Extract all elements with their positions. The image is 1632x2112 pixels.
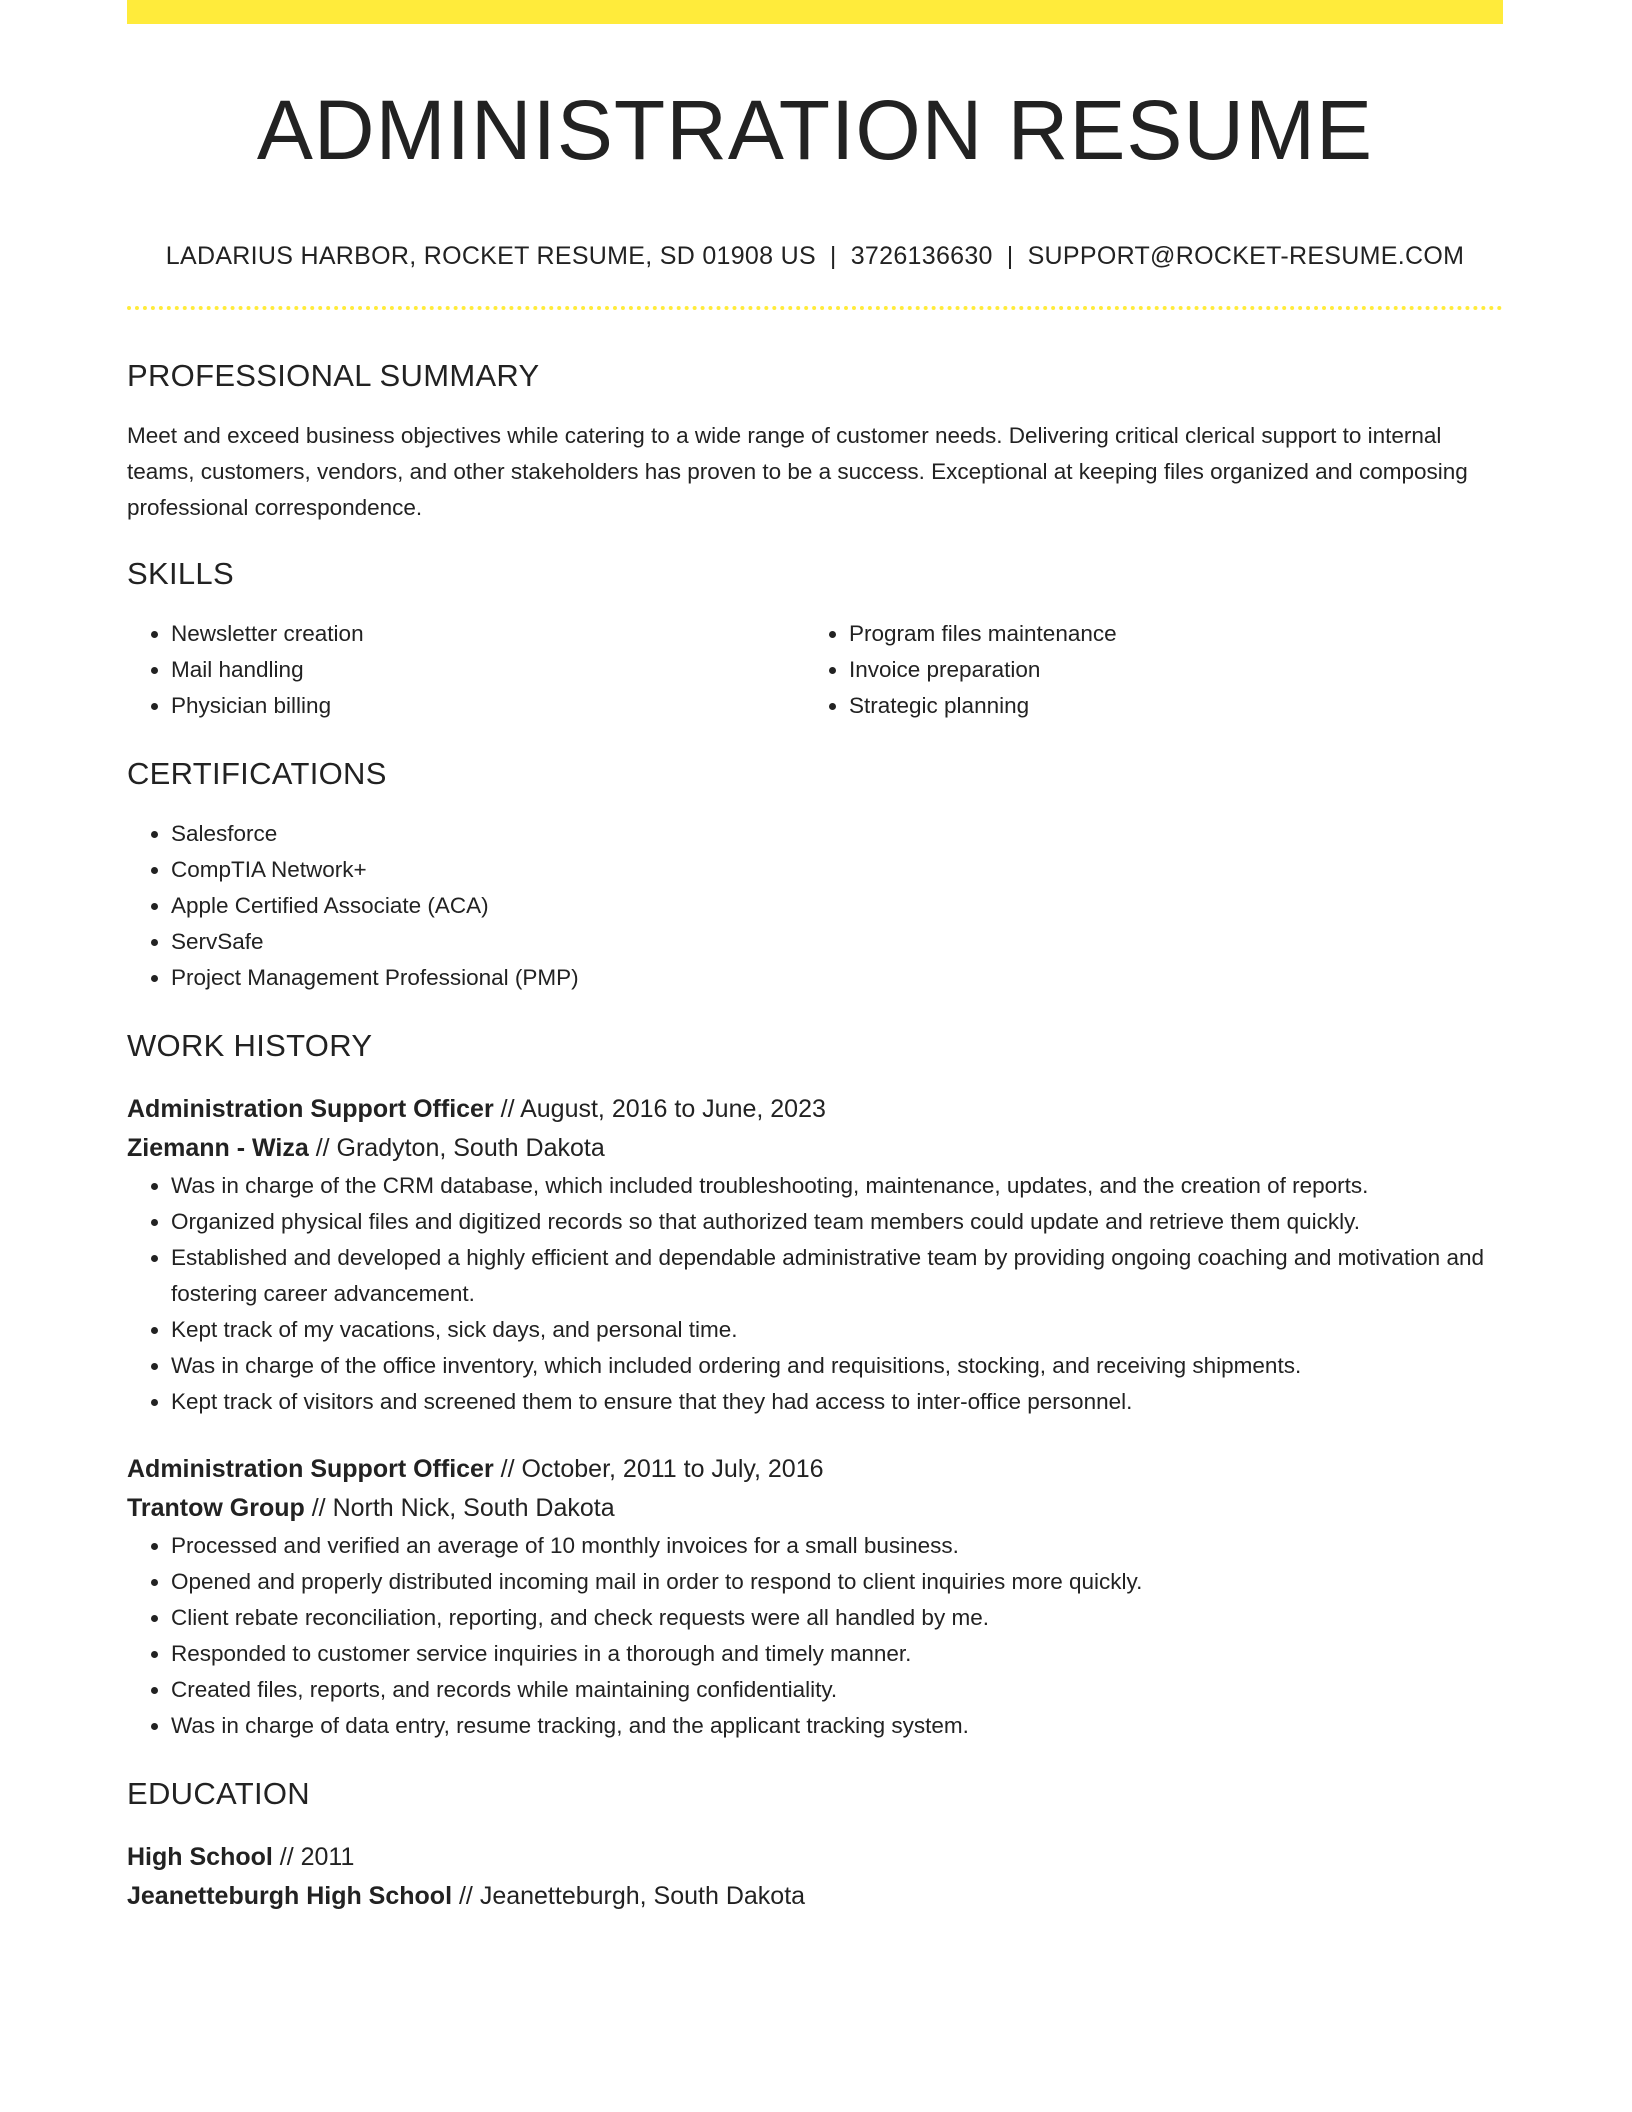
job-entry-header [127,1090,1503,1168]
certification-item: • ServSafe [171,924,1503,960]
job-entry-header [127,1450,1503,1528]
contact-email: SUPPORT@ROCKET-RESUME.COM [1027,242,1465,270]
certification-item: • Apple Certified Associate (ACA) [171,888,1503,924]
contact-line [127,240,1503,272]
education-location: // Jeanetteburgh, South Dakota [452,1882,806,1910]
job-duty-item: • Was in charge of the CRM database, which included troubleshooting, maintenance, updates, and the creation of reports. [171,1168,1503,1204]
skills-column-right [805,616,1483,724]
section-heading-education: EDUCATION [127,1776,310,1811]
job-duty-item: • Client rebate reconciliation, reporting, and check requests were all handled by me. [171,1600,1503,1636]
section-heading-work-history: WORK HISTORY [127,1028,373,1063]
skill-item: • Invoice preparation [849,652,1483,688]
job-title-line [127,1450,1503,1489]
certifications-section [127,754,1503,996]
resume-page [127,0,1503,1916]
education-degree-line [127,1838,1503,1877]
section-heading-skills: SKILLS [127,556,234,591]
resume-title: ADMINISTRATION RESUME [256,83,1374,177]
education-year: // 2011 [272,1843,355,1871]
job-duty-item: • Processed and verified an average of 10 monthly invoices for a small business. [171,1528,1503,1564]
job-duty-item: • Kept track of visitors and screened them to ensure that they had access to inter-office personnel. [171,1384,1503,1420]
job-title: Administration Support Officer [127,1455,494,1483]
top-accent-bar [127,0,1503,24]
skills-column-left [127,616,805,724]
job-duties-list [127,1528,1503,1744]
job-location: // Gradyton, South Dakota [308,1134,605,1162]
contact-separator: | [1006,242,1014,270]
job-duty-item: • Was in charge of data entry, resume tracking, and the applicant tracking system. [171,1708,1503,1744]
job-duty-item: • Responded to customer service inquiries in a thorough and timely manner. [171,1636,1503,1672]
job-company: Trantow Group [127,1494,305,1522]
education-section [127,1774,1503,1916]
contact-separator: | [829,242,837,270]
skills-section [127,554,1503,724]
skill-item: • Mail handling [171,652,805,688]
job-company-line [127,1489,1503,1528]
job-company-line [127,1129,1503,1168]
contact-phone: 3726136630 [850,242,993,270]
education-school: Jeanetteburgh High School [127,1882,453,1910]
contact-address: LADARIUS HARBOR, ROCKET RESUME, SD 01908 US [165,242,816,270]
skill-item: • Physician billing [171,688,805,724]
certification-item: • CompTIA Network+ [171,852,1503,888]
section-heading-summary: PROFESSIONAL SUMMARY [127,358,540,393]
job-title: Administration Support Officer [127,1095,494,1123]
professional-summary-section [127,356,1503,526]
skill-item: • Newsletter creation [171,616,805,652]
education-entry [127,1838,1503,1916]
job-company: Ziemann - Wiza [127,1134,309,1162]
certification-item: • Project Management Professional (PMP) [171,960,1503,996]
job-duty-item: • Created files, reports, and records while maintaining confidentiality. [171,1672,1503,1708]
skill-item: • Program files maintenance [849,616,1483,652]
job-duty-item: • Opened and properly distributed incoming mail in order to respond to client inquiries more quickly. [171,1564,1503,1600]
certifications-list [127,816,1503,996]
skills-grid [127,616,1503,724]
job-duties-list [127,1168,1503,1420]
job-duty-item: • Established and developed a highly efficient and dependable administrative team by providing ongoing coaching and motivation and fostering career advancement. [171,1240,1503,1312]
work-history-section [127,1026,1503,1744]
job-title-line [127,1090,1503,1129]
job-dates: // August, 2016 to June, 2023 [493,1095,826,1123]
certification-item: • Salesforce [171,816,1503,852]
header-divider [127,306,1503,310]
section-heading-certifications: CERTIFICATIONS [127,756,387,791]
skill-item: • Strategic planning [849,688,1483,724]
summary-text: Meet and exceed business objectives while catering to a wide range of customer needs. Delivering critical clerical support to internal teams, customers, vendors, and other stakeholders has proven to be a success. Exceptional at keeping files organized and composing professional correspondence. [127,423,1468,520]
job-dates: // October, 2011 to July, 2016 [493,1455,824,1483]
job-duty-item: • Was in charge of the office inventory, which included ordering and requisitions, stocking, and receiving shipments. [171,1348,1503,1384]
job-duty-item: • Kept track of my vacations, sick days, and personal time. [171,1312,1503,1348]
job-location: // North Nick, South Dakota [304,1494,615,1522]
education-school-line [127,1877,1503,1916]
job-duty-item: • Organized physical files and digitized records so that authorized team members could update and retrieve them quickly. [171,1204,1503,1240]
education-degree: High School [127,1843,273,1871]
